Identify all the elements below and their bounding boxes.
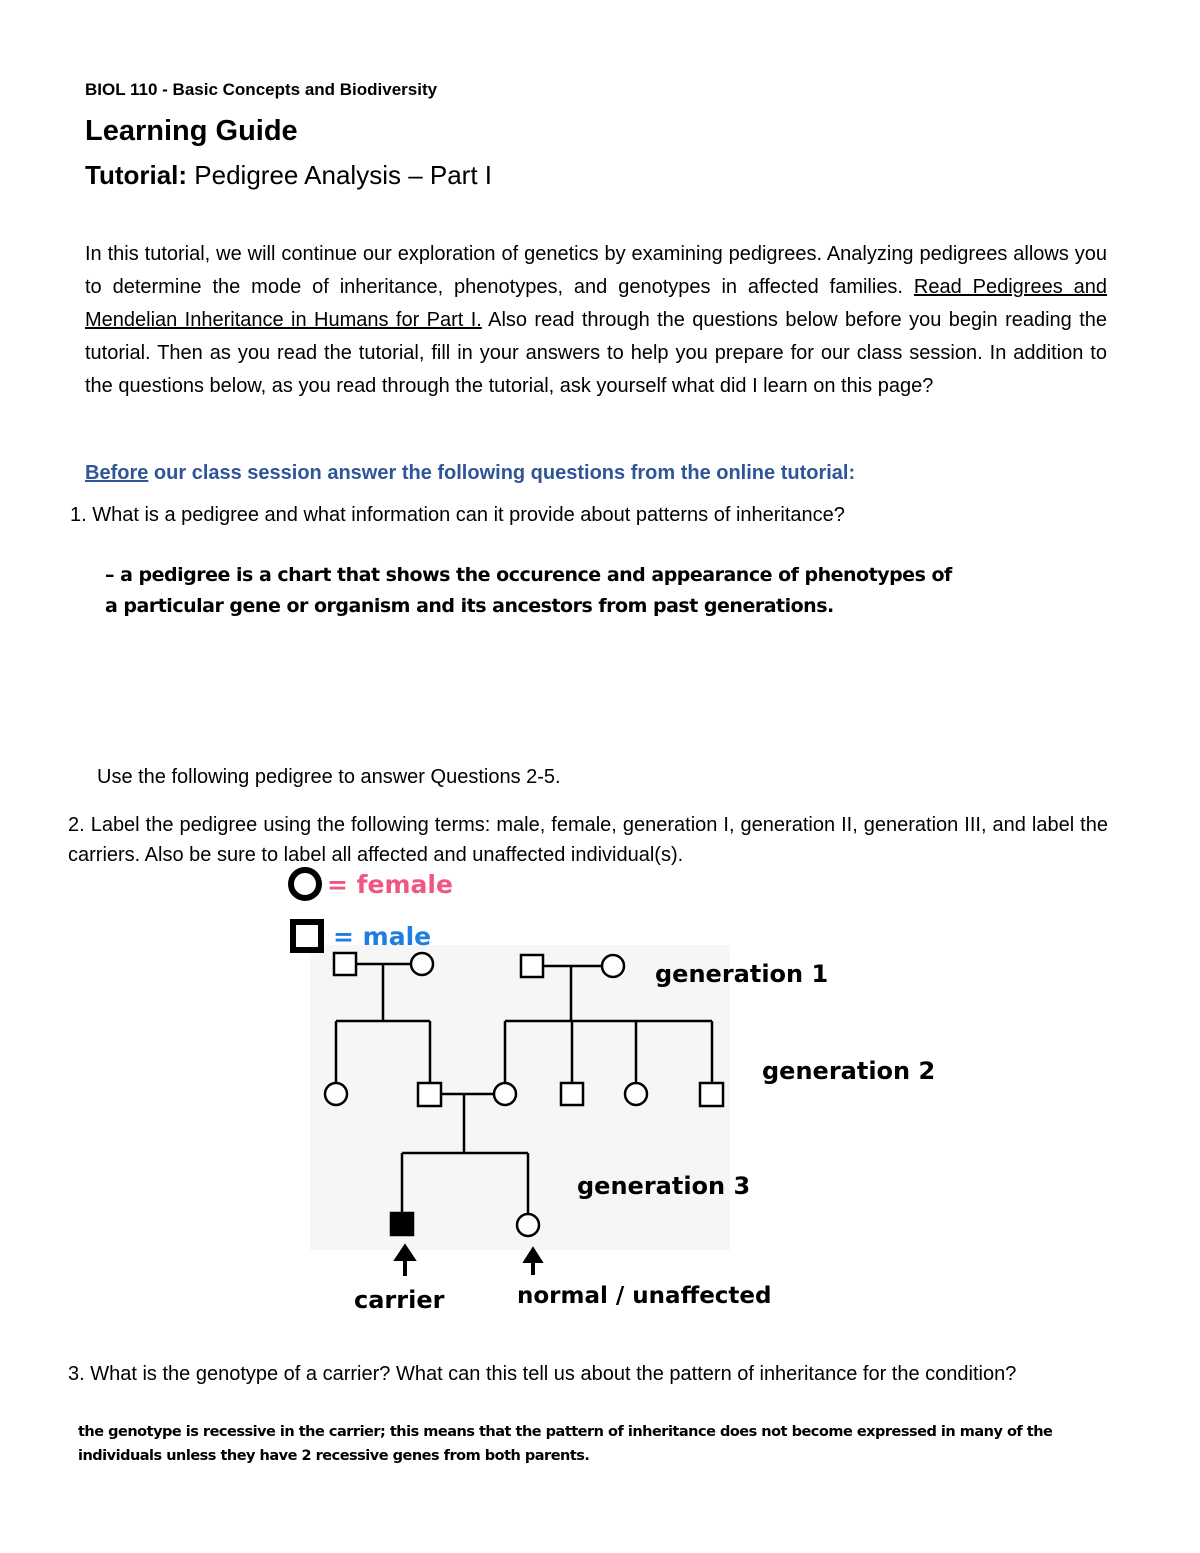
answer-3-handwritten: the genotype is recessive in the carrier; this means that the pattern of inheritance does not become expressed in many of the individuals unless they have 2 recessive genes from both parents.	[78, 1424, 1053, 1464]
carrier-label: carrier	[354, 1286, 445, 1314]
gen1-female-left	[411, 953, 433, 975]
question-1: 1. What is a pedigree and what information can it provide about patterns of inheritance?	[70, 504, 845, 526]
before-rest: our class session answer the following questions from the online tutorial:	[148, 462, 856, 484]
gen2-male-3	[700, 1083, 723, 1106]
gen3-label: generation 3	[577, 1172, 751, 1200]
reading-link[interactable]: Read Pedigrees and Mendelian Inheritance in Humans for Part I.	[85, 276, 1108, 331]
legend-female-symbol	[291, 870, 319, 898]
gen1-label: generation 1	[655, 960, 829, 988]
gen1-female-right	[602, 955, 624, 977]
legend-male-label: = male	[333, 922, 432, 951]
intro-text-1: In this tutorial, we will continue our exploration of genetics by examining pedigrees. Analyzing pedigrees allows you to determine the mode of inheritance, phenotypes, and genotypes in affected families.	[85, 243, 1107, 298]
gen2-female-1	[325, 1083, 347, 1105]
tutorial-prefix: Tutorial:	[85, 160, 188, 190]
gen3-affected-male	[391, 1213, 413, 1235]
question-2: 2. Label the pedigree using the following terms: male, female, generation I, generation II, generation III, and label the carriers. Also be sure to label all affected and unaffected individual(s).	[68, 814, 1108, 866]
gen2-male-1	[418, 1083, 441, 1106]
question-3: 3. What is the genotype of a carrier? What can this tell us about the pattern of inheritance for the condition?	[68, 1363, 1017, 1385]
legend-female-label: = female	[327, 870, 453, 899]
intro-text-2: Also read through the questions below before you begin reading the tutorial. Then as you read the tutorial, fill in your answers to help you prepare for our class session. In addition to the questions below, as you read through the tutorial, ask yourself what did I learn on this page?	[85, 309, 1107, 397]
gen2-label: generation 2	[762, 1057, 936, 1085]
course-header: BIOL 110 - Basic Concepts and Biodiversity	[85, 80, 438, 99]
answer-1-handwritten: – a pedigree is a chart that shows the occurence and appearance of phenotypes of a particular gene or organism and its ancestors from past generations.	[105, 564, 952, 617]
gen2-male-2	[561, 1083, 583, 1105]
pedigree-diagram	[0, 860, 1200, 1330]
before-instruction	[85, 462, 855, 485]
gen2-female-2	[494, 1083, 516, 1105]
gen1-male-left	[334, 953, 356, 975]
page-title: Learning Guide	[85, 115, 298, 147]
gen1-male-right	[521, 955, 543, 977]
pedigree-note: Use the following pedigree to answer Questions 2-5.	[97, 766, 561, 788]
tutorial-name: Pedigree Analysis – Part I	[194, 160, 493, 190]
normal-label: normal / unaffected	[517, 1283, 772, 1309]
gen3-female	[517, 1214, 539, 1236]
pedigree-background	[310, 945, 730, 1250]
tutorial-title	[85, 160, 492, 191]
intro-paragraph	[85, 238, 1107, 403]
gen2-female-3	[625, 1083, 647, 1105]
before-underlined: Before	[85, 462, 149, 484]
